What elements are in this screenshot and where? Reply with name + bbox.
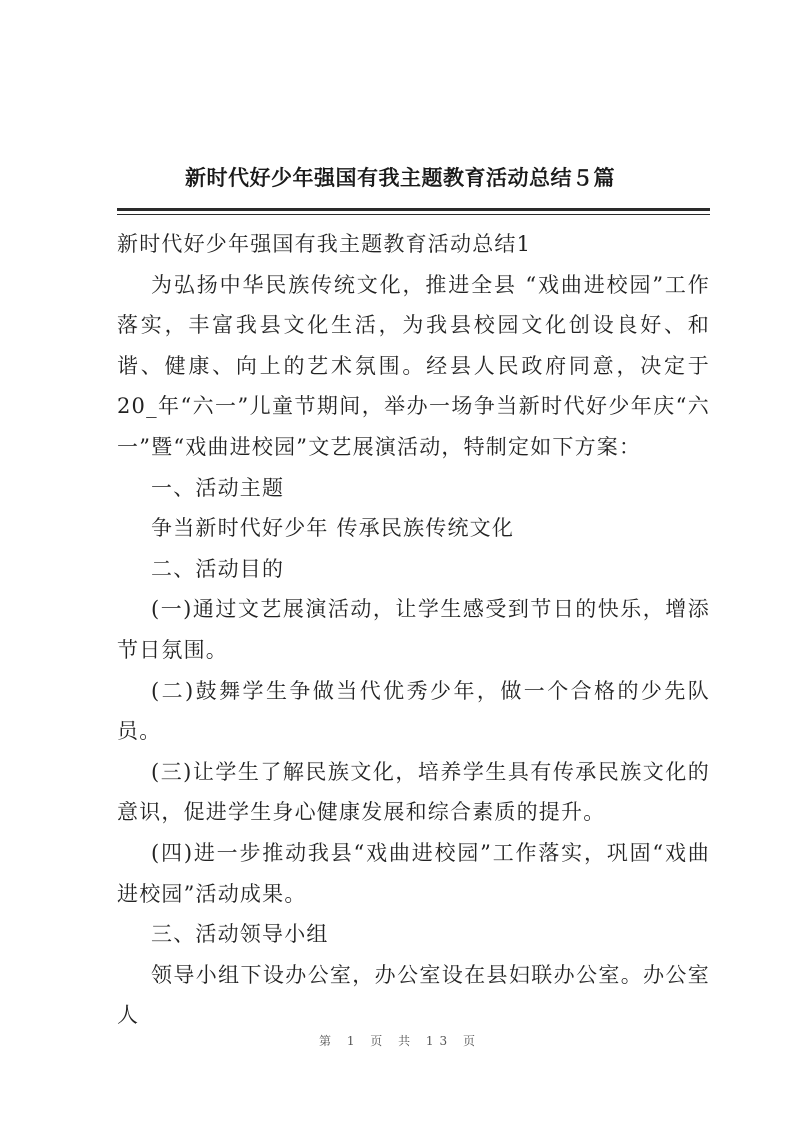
heading-activity-theme: 一、活动主题	[151, 475, 285, 500]
theme-text: 争当新时代好少年 传承民族传统文化	[151, 516, 515, 541]
intro-paragraph: 为弘扬中华民族传统文化，推进全县 “戏曲进校园”工作落实，丰富我县文化生活，为我县校园文化创设良好、和谐、健康、向上的艺术氛围。经县人民政府同意，决定于20_年“六一”儿童节期间，举办一场争当新时代好少年庆“六一”暨“戏曲进校园”文艺展演活动，特制定如下方案：	[117, 272, 710, 459]
leadership-paragraph: 领导小组下设办公室，办公室设在县妇联办公室。办公室人	[117, 962, 710, 1028]
heading-leadership-group: 三、活动领导小组	[151, 922, 329, 947]
section-heading: 新时代好少年强国有我主题教育活动总结1	[117, 232, 532, 256]
document-body	[117, 224, 710, 1036]
page-footer: 第 1 页 共 13 页	[319, 1034, 481, 1048]
heading-activity-purpose: 二、活动目的	[151, 556, 285, 581]
purpose-item-2: (二)鼓舞学生争做当代优秀少年，做一个合格的少先队员。	[117, 678, 710, 744]
purpose-item-4: (四)进一步推动我县“戏曲进校园”工作落实，巩固“戏曲进校园”活动成果。	[117, 840, 710, 906]
title-divider-thick	[117, 208, 710, 211]
title-divider-thin	[117, 214, 710, 215]
purpose-item-1: (一)通过文艺展演活动，让学生感受到节日的快乐，增添节日氛围。	[117, 597, 710, 662]
document-title: 新时代好少年强国有我主题教育活动总结５篇	[185, 165, 615, 190]
purpose-item-3: (三)让学生了解民族文化，培养学生具有传承民族文化的意识，促进学生身心健康发展和综合素质的提升。	[117, 759, 710, 825]
